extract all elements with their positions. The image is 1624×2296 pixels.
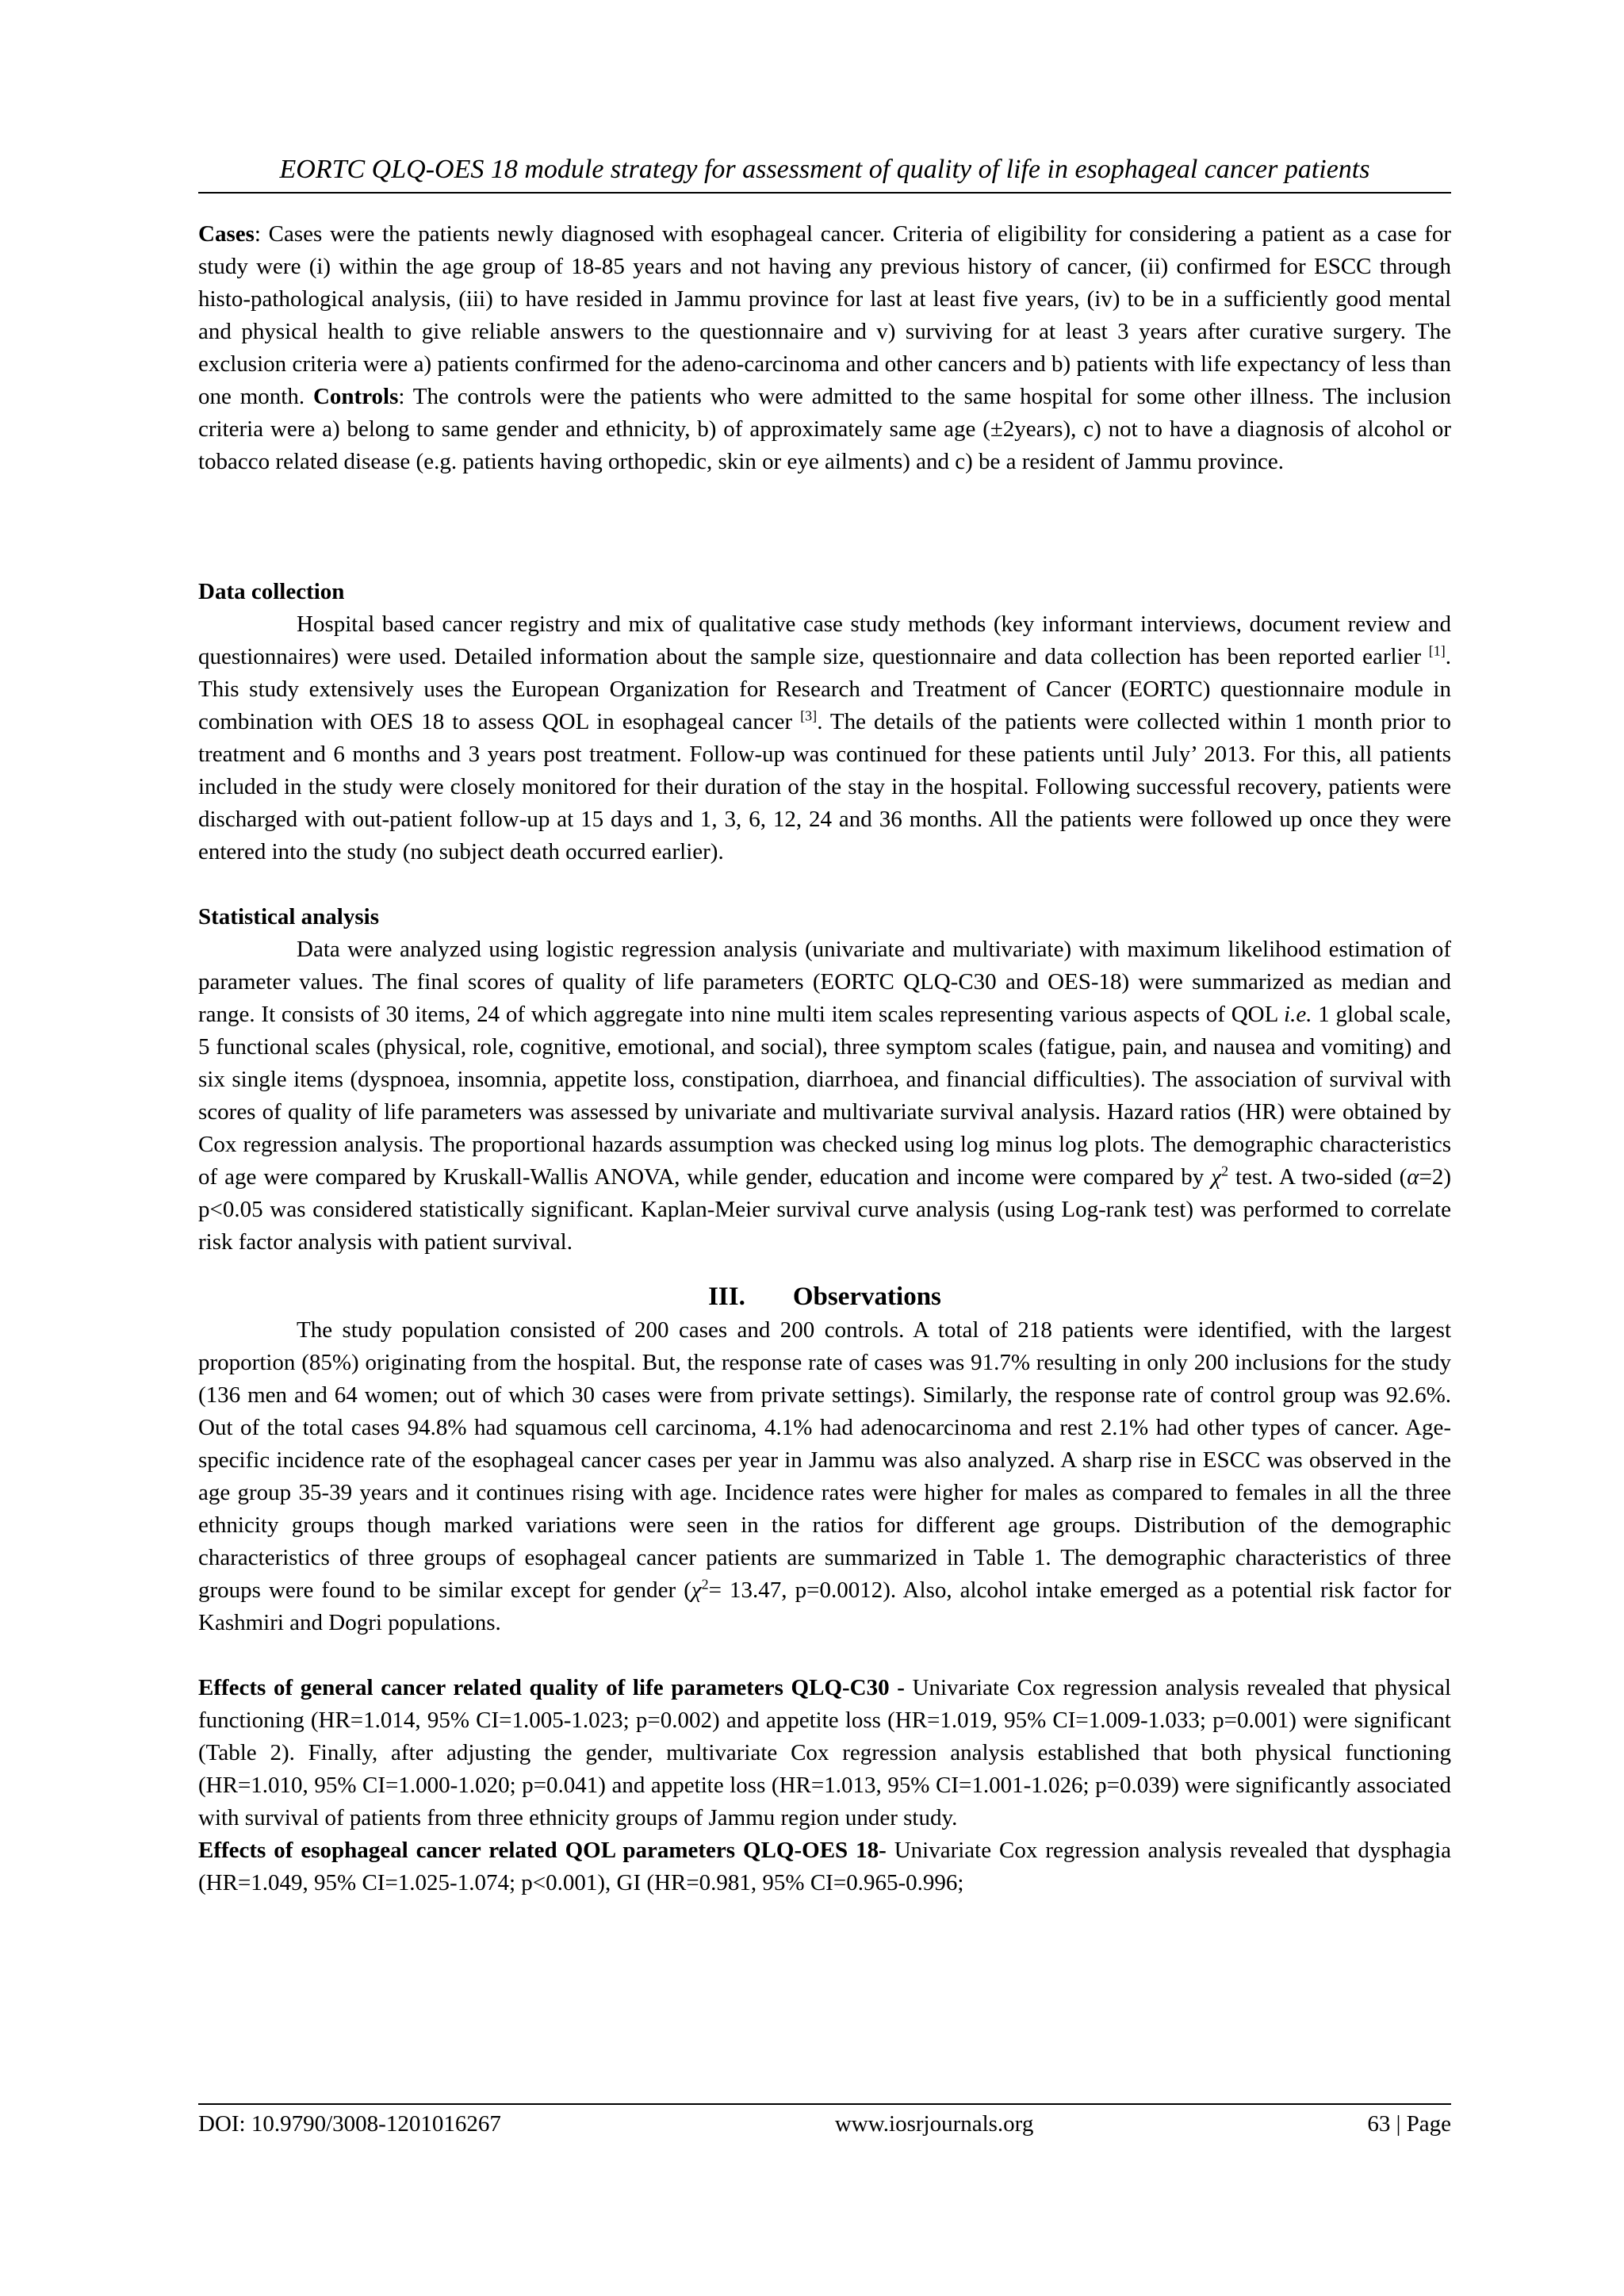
alpha-symbol: α [1407, 1164, 1419, 1190]
controls-text: : The controls were the patients who were admitted to the same hospital for some other illness. The inclusion criteria were a) belong to same gender and ethnicity, b) of approximately same age (±2years), c) not to have a diagnosis of alcohol or tobacco related disease (e.g. patients having orthopedic, skin or eye ailments) and c) be a resident of Jammu province. [198, 384, 1451, 474]
data-collection-heading: Data collection [198, 579, 345, 604]
statistical-analysis-heading: Statistical analysis [198, 904, 379, 930]
journal-website-link[interactable]: www.iosrjournals.org [834, 2111, 1034, 2137]
data-collection-text: . This study extensively uses the European Organization for Research and Treatment of Cancer (EORTC) questionnaire module in combination with OES 18 to assess QOL in esophageal cancer [198, 644, 1451, 734]
statistical-analysis-text: Data were analyzed using logistic regression analysis (univariate and multivariate) with maximum likelihood estimation of parameter values. The final scores of quality of life parameters (EORTC QLQ-C30 and OES-18) were summarized as median and range. It consists of 30 items, 24 of which aggregate into nine multi item scales representing various aspects of QOL [198, 937, 1451, 1027]
observations-heading [198, 1279, 1451, 1314]
qlq-oes18-paragraph [198, 1834, 1451, 1899]
chi-superscript: 2 [701, 1576, 709, 1593]
observations-paragraph [198, 1314, 1451, 1639]
article-body [198, 218, 1451, 1899]
running-title: EORTC QLQ-OES 18 module strategy for assessment of quality of life in esophageal cancer patients [198, 152, 1451, 194]
spacer [198, 1259, 1451, 1279]
observations-text: The study population consisted of 200 cases and 200 controls. A total of 218 patients were identified, with the largest proportion (85%) originating from the hospital. But, the response rate of cases was 91.7% resulting in only 200 inclusions for the study (136 men and 64 women; out of which 30 cases were from private settings). Similarly, the response rate of control group was 92.6%. Out of the total cases 94.8% had squamous cell carcinoma, 4.1% had adenocarcinoma and rest 2.1% had other types of cancer. Age-specific incidence rate of the esophageal cancer cases per year in Jammu was also analyzed. A sharp rise in ESCC was observed in the age group 35-39 years and it continues rising with age. Incidence rates were higher for males as compared to females in all the three ethnicity groups though marked variations were seen in the ratios for different age groups. Distribution of the demographic characteristics of three groups of esophageal cancer patients are summarized in Table 1. The demographic characteristics of three groups were found to be similar except for gender ( [198, 1317, 1451, 1603]
chi-symbol: χ [691, 1577, 702, 1603]
section-title: Observations [792, 1282, 941, 1311]
chi-superscript: 2 [1221, 1163, 1229, 1179]
statistical-analysis-text: test. A two-sided ( [1228, 1164, 1408, 1190]
qlq-c30-lead: Effects of general cancer related quality of life parameters QLQ-C30 - [198, 1675, 905, 1700]
data-collection-text: . The details of the patients were collected within 1 month prior to treatment and 6 months and 3 years post treatment. Follow-up was continued for these patients until July’ 2013. For this, all patients included in the study were closely monitored for their duration of the stay in the hospital. Following successful recovery, patients were discharged with out-patient follow-up at 15 days and 1, 3, 6, 12, 24 and 36 months. All the patients were followed up once they were entered into the study (no subject death occurred earlier). [198, 709, 1451, 864]
qlq-c30-paragraph [198, 1672, 1451, 1834]
qlq-oes18-lead: Effects of esophageal cancer related QOL parameters QLQ-OES 18- [198, 1838, 887, 1863]
citation-ref: [1] [1428, 642, 1446, 659]
controls-lead: Controls [312, 384, 399, 409]
doi-text: DOI: 10.9790/3008-1201016267 [198, 2111, 501, 2137]
cases-lead: Cases [198, 221, 255, 247]
statistical-analysis-text: =2) p<0.05 was considered statistically significant. Kaplan-Meier survival curve analysis (using Log-rank test) was performed to correlate risk factor analysis with patient survival. [198, 1164, 1452, 1255]
section-number: III. [708, 1282, 745, 1311]
spacer [198, 478, 1451, 576]
qlq-oes18-text: Univariate Cox regression analysis revealed that dysphagia (HR=1.049, 95% CI=1.025-1.074; p<0.001), GI (HR=0.981, 95% CI=0.965-0.996; [198, 1838, 1451, 1895]
qlq-c30-text: Univariate Cox regression analysis revealed that physical functioning (HR=1.014, 95% CI=1.005-1.023; p=0.002) and appetite loss (HR=1.019, 95% CI=1.009-1.033; p=0.001) were significant (Table 2). Finally, after adjusting the gender, multivariate Cox regression analysis established that both physical functioning (HR=1.010, 95% CI=1.000-1.020; p=0.041) and appetite loss (HR=1.013, 95% CI=1.001-1.026; p=0.039) were significantly associated with survival of patients from three ethnicity groups of Jammu region under study. [198, 1675, 1451, 1830]
chi-symbol: χ [1211, 1164, 1222, 1190]
citation-ref: [3] [800, 707, 818, 724]
cases-paragraph [198, 218, 1451, 478]
statistical-analysis-text: 1 global scale, 5 functional scales (physical, role, cognitive, emotional, and social), three symptom scales (fatigue, pain, and nausea and vomiting) and six single items (dyspnoea, insomnia, appetite loss, constipation, diarrhoea, and financial difficulties). The association of survival with scores of quality of life parameters was assessed by univariate and multivariate survival analysis. Hazard ratios (HR) were obtained by Cox regression analysis. The proportional hazards assumption was checked using log minus log plots. The demographic characteristics of age were compared by Kruskall-Wallis ANOVA, while gender, education and income were compared by [198, 1002, 1451, 1190]
ie-abbreviation: i.e. [1284, 1002, 1312, 1027]
page-number: 63 | Page [1367, 2111, 1451, 2137]
observations-text: = 13.47, p=0.0012). Also, alcohol intake emerged as a potential risk factor for Kashmiri and Dogri populations. [198, 1577, 1451, 1635]
data-collection-text: Hospital based cancer registry and mix of qualitative case study methods (key informant interviews, document review and questionnaires) were used. Detailed information about the sample size, questionnaire and data collection has been reported earlier [198, 611, 1451, 669]
page-footer [198, 2103, 1451, 2140]
statistical-analysis-paragraph [198, 933, 1451, 1259]
data-collection-paragraph [198, 608, 1451, 868]
cases-text: : Cases were the patients newly diagnosed with esophageal cancer. Criteria of eligibility for considering a patient as a case for study were (i) within the age group of 18-85 years and not having any previous history of cancer, (ii) confirmed for ESCC through histo-pathological analysis, (iii) to have resided in Jammu province for last at least five years, (iv) to be in a sufficiently good mental and physical health to give reliable answers to the questionnaire and v) surviving for at least 3 years after curative surgery. The exclusion criteria were a) patients confirmed for the adeno-carcinoma and other cancers and b) patients with life expectancy of less than one month. [198, 221, 1451, 409]
spacer [198, 1639, 1451, 1672]
spacer [198, 868, 1451, 901]
